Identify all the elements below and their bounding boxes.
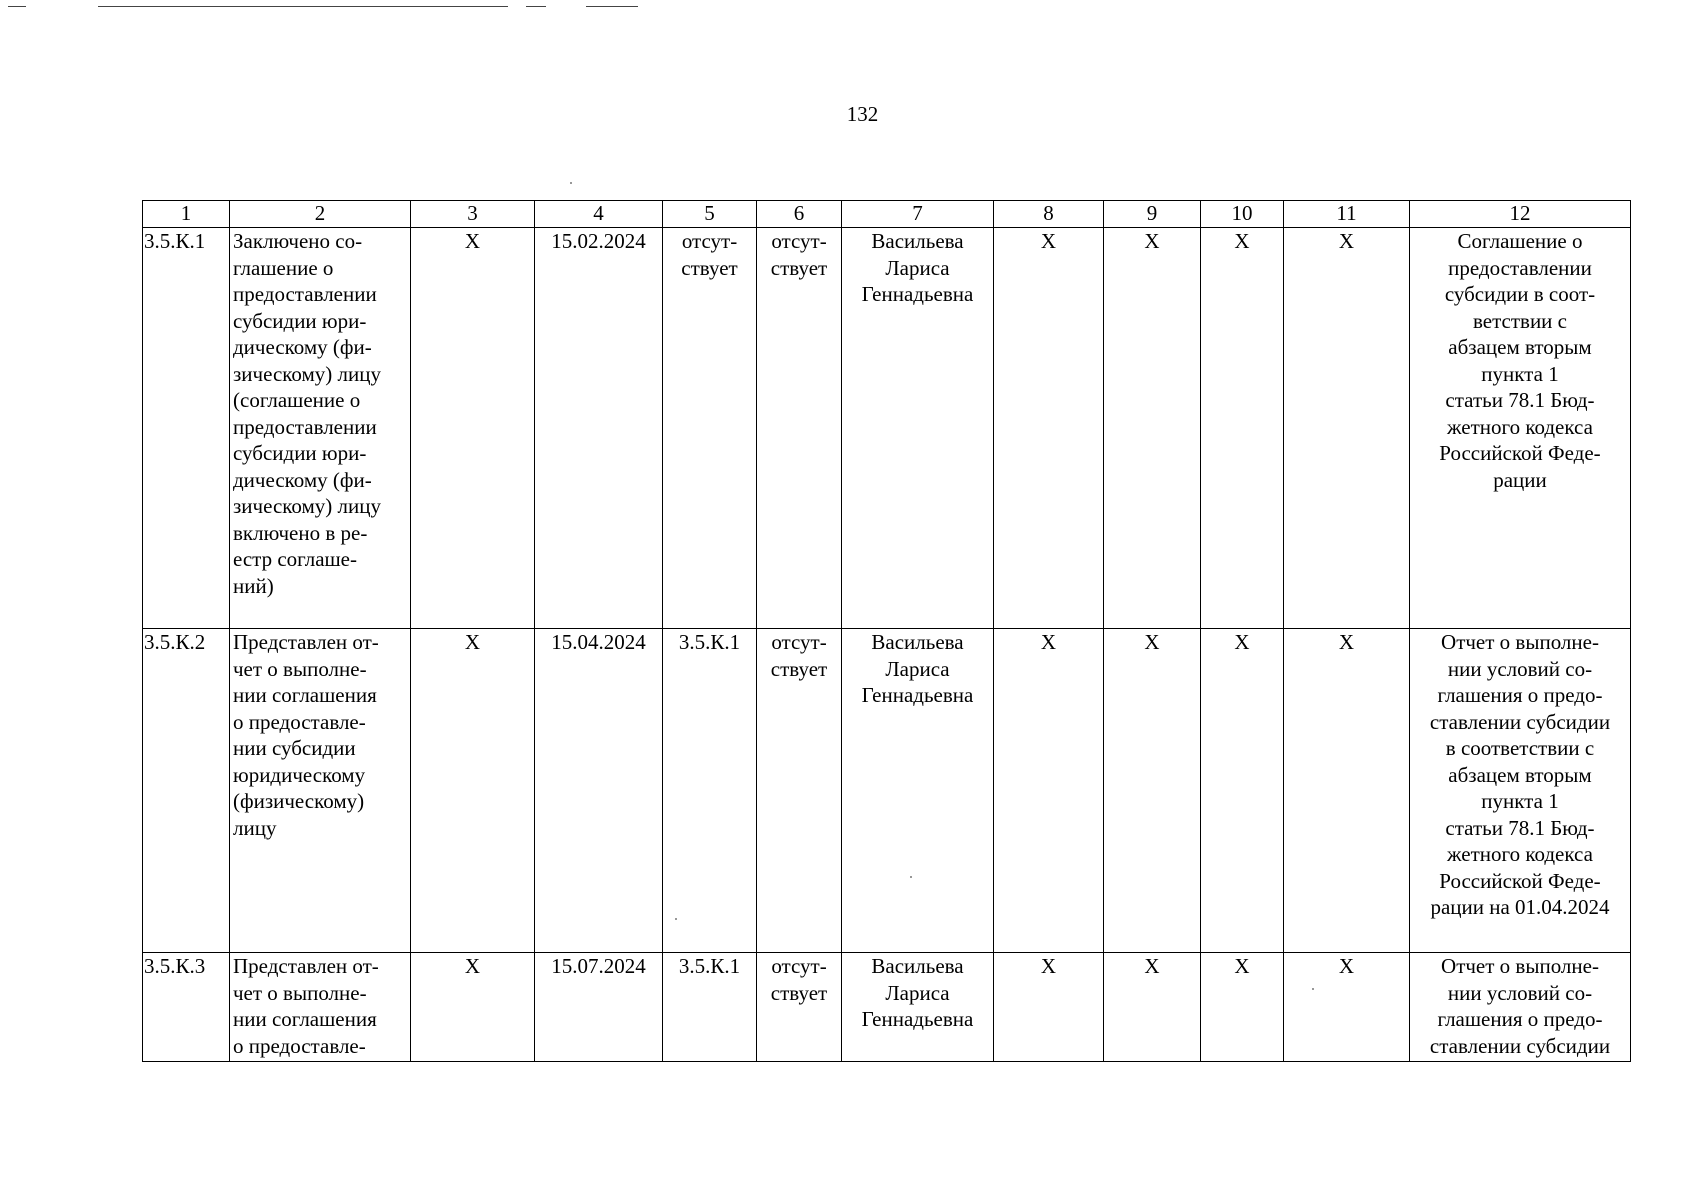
column-number: 12 — [1410, 201, 1631, 228]
page-number: 132 — [846, 102, 879, 126]
cell-x: Х — [994, 629, 1104, 953]
cell-x: Х — [411, 228, 535, 629]
cell-x: Х — [411, 953, 535, 1062]
result-document: Отчет о выполне- нии условий со- глашения о предо- ставлении субсидии — [1410, 953, 1631, 1062]
dependency: отсут- ствует — [757, 953, 842, 1062]
result-document: Соглашение о предоставлении субсидии в соот- ветствии с абзацем вторым пункта 1 статьи 78.1 Бюд- жетного кодекса Российской Феде- рации — [1410, 228, 1631, 629]
column-number: 4 — [535, 201, 663, 228]
cell-x: Х — [1201, 953, 1284, 1062]
scan-top-line — [526, 6, 546, 7]
responsible-person: Васильева Лариса Геннадьевна — [842, 629, 994, 953]
event-description: Представлен от- чет о выполне- нии соглашения о предоставле- нии субсидии юридическому (физическому) лицу — [230, 629, 411, 953]
deadline-date: 15.04.2024 — [535, 629, 663, 953]
table-row — [143, 629, 1631, 953]
dependency: отсут- ствует — [757, 629, 842, 953]
scan-top-line — [8, 6, 26, 7]
control-point-code: 3.5.К.2 — [143, 629, 230, 953]
scan-top-line — [586, 6, 638, 7]
cell-x: Х — [1201, 228, 1284, 629]
cell-x: Х — [1104, 629, 1201, 953]
deadline-date: 15.02.2024 — [535, 228, 663, 629]
table-row — [143, 228, 1631, 629]
responsible-person: Васильева Лариса Геннадьевна — [842, 953, 994, 1062]
cell-x: Х — [994, 228, 1104, 629]
cell-x: Х — [1104, 953, 1201, 1062]
cell-x: Х — [1201, 629, 1284, 953]
event-description: Представлен от- чет о выполне- нии соглашения о предоставле- — [230, 953, 411, 1062]
scan-speck — [570, 182, 572, 184]
cell-x: Х — [1284, 629, 1410, 953]
predecessor: 3.5.К.1 — [663, 953, 757, 1062]
responsible-person: Васильева Лариса Геннадьевна — [842, 228, 994, 629]
column-number: 2 — [230, 201, 411, 228]
predecessor: отсут- ствует — [663, 228, 757, 629]
result-document: Отчет о выполне- нии условий со- глашения о предо- ставлении субсидии в соответствии с абзацем вторым пункта 1 статьи 78.1 Бюд- жетного кодекса Российской Феде- рации на 01.04.2024 — [1410, 629, 1631, 953]
cell-x: Х — [1104, 228, 1201, 629]
column-number: 5 — [663, 201, 757, 228]
cell-x: Х — [994, 953, 1104, 1062]
scan-top-line — [98, 6, 508, 7]
column-number: 11 — [1284, 201, 1410, 228]
column-number: 10 — [1201, 201, 1284, 228]
column-number-row — [143, 201, 1631, 228]
cell-x: Х — [1284, 228, 1410, 629]
cell-x: Х — [1284, 953, 1410, 1062]
predecessor: 3.5.К.1 — [663, 629, 757, 953]
dependency: отсут- ствует — [757, 228, 842, 629]
deadline-date: 15.07.2024 — [535, 953, 663, 1062]
column-number: 6 — [757, 201, 842, 228]
control-point-code: 3.5.К.1 — [143, 228, 230, 629]
cell-x: Х — [411, 629, 535, 953]
control-point-code: 3.5.К.3 — [143, 953, 230, 1062]
table-row — [143, 953, 1631, 1062]
schedule-table — [142, 200, 1631, 1062]
column-number: 1 — [143, 201, 230, 228]
column-number: 3 — [411, 201, 535, 228]
column-number: 9 — [1104, 201, 1201, 228]
column-number: 8 — [994, 201, 1104, 228]
event-description: Заключено со- глашение о предоставлении субсидии юри- дическому (фи- зическому) лицу (соглашение о предоставлении субсидии юри- дическому (фи- зическому) лицу включено в ре- естр соглаше- ний) — [230, 228, 411, 629]
column-number: 7 — [842, 201, 994, 228]
